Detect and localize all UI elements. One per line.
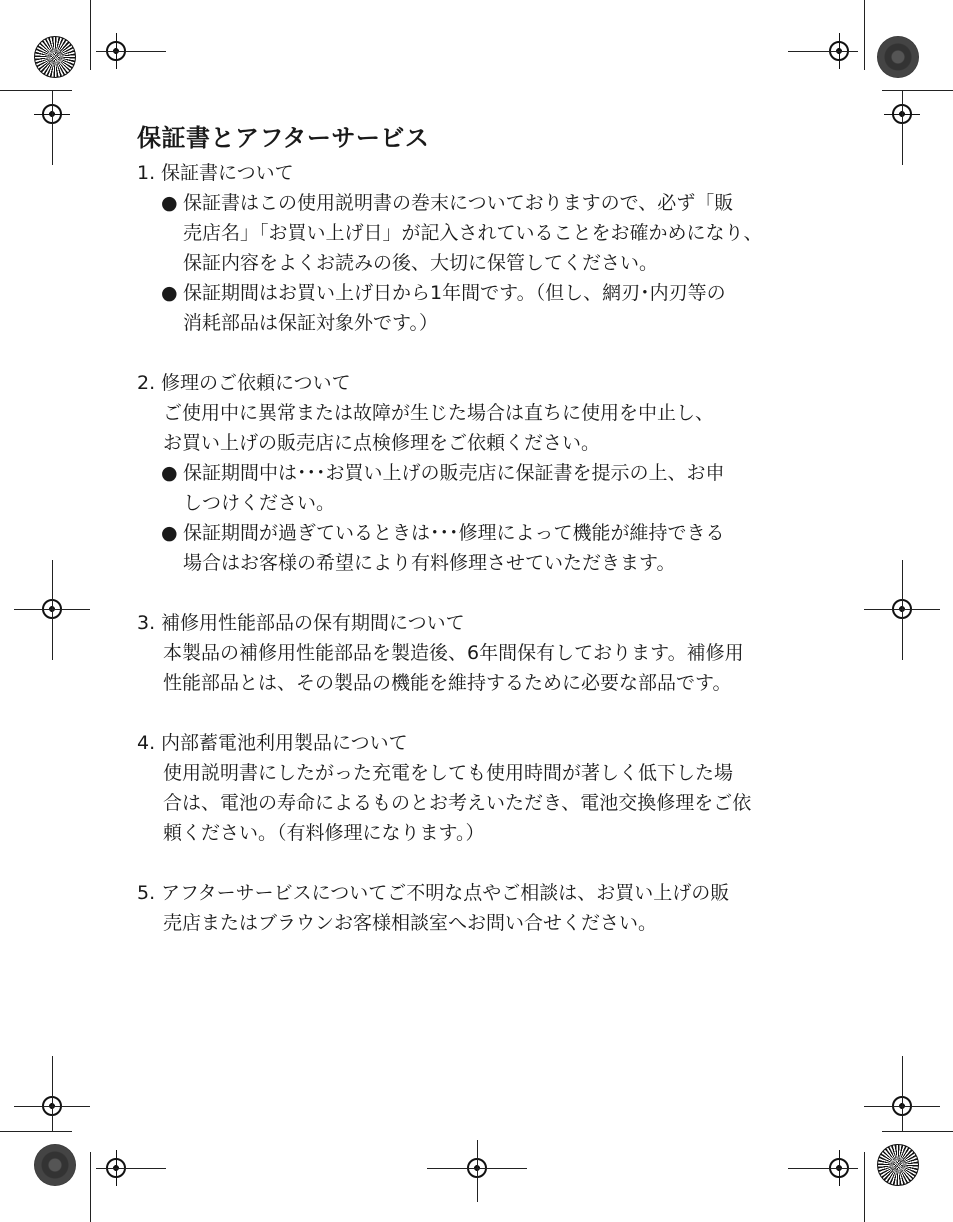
paragraph-line: 性能部品とは、その製品の機能を維持するために必要な部品です。 (163, 672, 732, 694)
section-1 (137, 158, 797, 338)
document-body (137, 120, 797, 938)
bullet-line: 保証期間が過ぎているときは･･･修理によって機能が維持できる (183, 522, 725, 544)
sections (137, 158, 797, 938)
bullet-item (161, 188, 797, 278)
section-spacer (137, 848, 797, 878)
paragraph-line: 合は、電池の寿命によるものとお考えいただき、電池交換修理をご依 (163, 792, 752, 814)
bullet-icon: ● (161, 192, 178, 214)
section-heading (137, 608, 797, 638)
section-number: 3. (137, 612, 156, 634)
section-number: 1. (137, 162, 156, 184)
section-2 (137, 368, 797, 578)
registration-disc-icon (34, 1144, 76, 1186)
section-paragraph (163, 908, 797, 938)
bullet-icon: ● (161, 522, 178, 544)
section-heading-text: 内部蓄電池利用製品について (161, 732, 408, 754)
section-paragraph (163, 398, 797, 458)
section-heading (137, 368, 797, 398)
bullet-icon: ● (161, 282, 178, 304)
section-number: 4. (137, 732, 156, 754)
section-heading (137, 158, 797, 188)
section-spacer (137, 698, 797, 728)
section-4 (137, 728, 797, 848)
section-heading-text: 保証書について (161, 162, 294, 184)
bullet-line: 場合はお客様の希望により有料修理させていただきます。 (183, 552, 676, 574)
bullet-icon: ● (161, 462, 178, 484)
bullet-item (161, 518, 797, 578)
bullet-line: 保証書はこの使用説明書の巻末についておりますので、必ず「販 (183, 192, 734, 214)
page-title: 保証書とアフターサービス (137, 124, 430, 152)
section-heading-text: 補修用性能部品の保有期間について (161, 612, 465, 634)
section-spacer (137, 578, 797, 608)
paragraph-line: お買い上げの販売店に点検修理をご依頼ください。 (163, 432, 601, 454)
bullet-line: 保証期間はお買い上げ日から1年間です。（但し、網刃･内刃等の (183, 282, 726, 304)
section-5 (137, 878, 797, 938)
registration-star-icon (34, 36, 76, 78)
section-paragraph (163, 758, 797, 848)
section-heading (137, 878, 797, 908)
bullet-line: 保証内容をよくお読みの後、大切に保管してください。 (183, 252, 659, 274)
registration-star-icon (877, 1144, 919, 1186)
section-heading (137, 728, 797, 758)
bullet-item (161, 458, 797, 518)
section-number: 2. (137, 372, 156, 394)
section-heading-text: 修理のご依頼について (161, 372, 351, 394)
bullet-line: しつけください。 (183, 492, 336, 514)
bullet-line: 消耗部品は保証対象外です。） (183, 312, 438, 334)
registration-disc-icon (877, 36, 919, 78)
section-spacer (137, 338, 797, 368)
paragraph-line: 使用説明書にしたがった充電をしても使用時間が著しく低下した場 (163, 762, 734, 784)
section-number: 5. (137, 882, 156, 904)
bullet-line: 保証期間中は･･･お買い上げの販売店に保証書を提示の上、お申 (183, 462, 725, 484)
bullet-item (161, 278, 797, 338)
section-paragraph (163, 638, 797, 698)
section-heading-text: アフターサービスについてご不明な点やご相談は、お買い上げの販 (161, 882, 730, 904)
paragraph-line: 頼ください。（有料修理になります。） (163, 822, 485, 844)
paragraph-line: ご使用中に異常または故障が生じた場合は直ちに使用を中止し、 (163, 402, 715, 424)
paragraph-line: 売店またはブラウンお客様相談室へお問い合せください。 (163, 912, 658, 934)
paragraph-line: 本製品の補修用性能部品を製造後、6年間保有しております。補修用 (163, 642, 744, 664)
section-3 (137, 608, 797, 698)
bullet-line: 売店名」「お買い上げ日」が記入されていることをお確かめになり、 (183, 222, 763, 244)
